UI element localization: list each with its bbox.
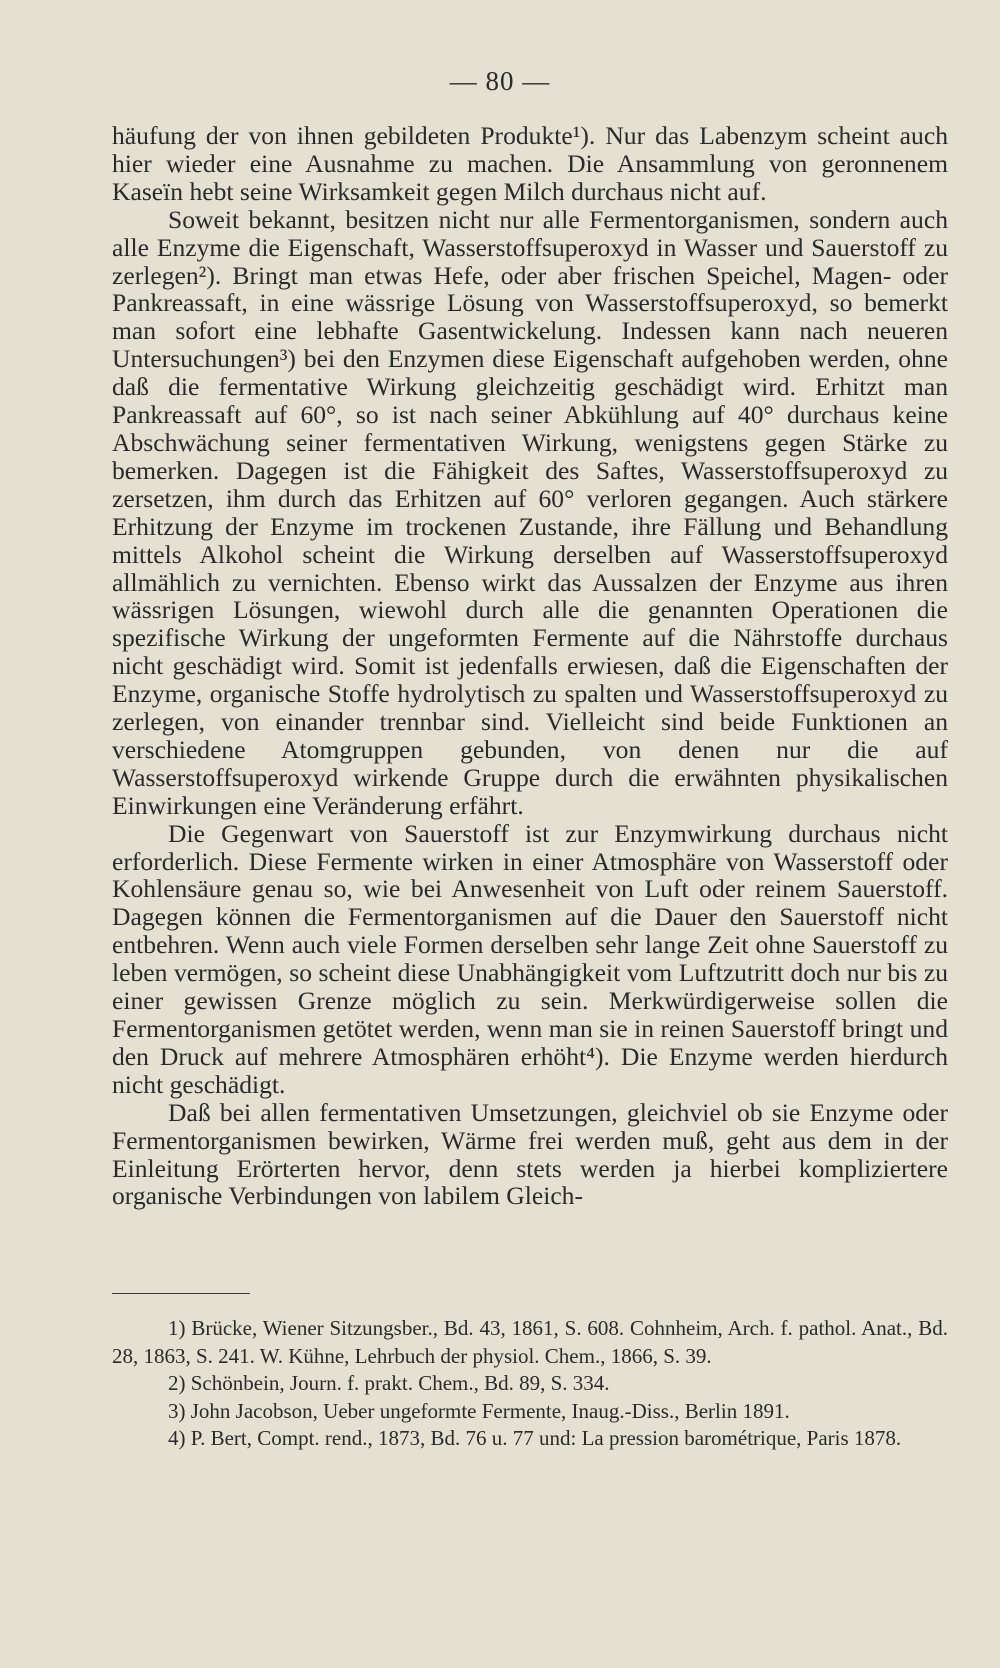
page-number: — 80 — [449, 66, 551, 96]
footnotes [112, 1315, 948, 1453]
paragraph-4: Daß bei allen fermentativen Umsetzungen, gleichviel ob sie Enzyme oder Fermentorganismen bewirken, Wärme frei werden muß, geht aus dem in der Einleitung Erörterten hervor, denn stets werden ja hierbei kompliziertere organische Verbindungen von labilem Gleich- [112, 1097, 948, 1211]
paragraph-2: Soweit bekannt, besitzen nicht nur alle Fermentorganismen, sondern auch alle Enzyme die Eigenschaft, Wasserstoffsuperoxyd in Wasser und Sauerstoff zu zerlegen²). Bringt man etwas Hefe, oder aber frischen Speichel, Magen- oder Pankreassaft, in eine wässrige Lösung von Wasserstoffsuperoxyd, so bemerkt man sofort eine lebhafte Gasentwickelung. Indessen kann nach neueren Untersuchungen³) bei den Enzymen diese Eigenschaft aufgehoben werden, ohne daß die fermentative Wirkung gleichzeitig geschädigt wird. Erhitzt man Pankreassaft auf 60°, so ist nach seiner Abkühlung auf 40° durchaus keine Abschwächung seiner fermentativen Wirkung, wenigstens gegen Stärke zu bemerken. Dagegen ist die Fähigkeit des Saftes, Wasserstoffsuperoxyd zu zersetzen, ihm durch das Erhitzen auf 60° verloren gegangen. Auch stärkere Erhitzung der Enzyme im trockenen Zustande, ihre Fällung und Behandlung mittels Alkohol scheint die Wirkung derselben auf Wasserstoffsuperoxyd allmählich zu vernichten. Ebenso wirkt das Aussalzen der Enzyme aus ihren wässrigen Lösungen, wiewohl durch alle die genannten Operationen die spezifische Wirkung der ungeformten Fermente auf die Nährstoffe durchaus nicht geschädigt wird. Somit ist jedenfalls erwiesen, daß die Eigenschaften der Enzyme, organische Stoffe hydrolytisch zu spalten und Wasserstoffsuperoxyd zu zerlegen, von einander trennbar sind. Vielleicht sind beide Funktionen an verschiedene Atomgruppen gebunden, von denen nur die auf Wasserstoffsuperoxyd wirkende Gruppe durch die erwähnten physikalischen Einwirkungen eine Veränderung erfährt. [112, 204, 948, 820]
footnote-3: 3) John Jacobson, Ueber ungeformte Fermente, Inaug.-Diss., Berlin 1891. [168, 1398, 790, 1423]
footnote-1: 1) Brücke, Wiener Sitzungsber., Bd. 43, 1861, S. 608. Cohnheim, Arch. f. pathol. Anat., Bd. 28, 1863, S. 241. W. Kühne, Lehrbuch der physiol. Chem., 1866, S. 39. [112, 1316, 948, 1368]
footnote-separator [112, 1293, 250, 1294]
paragraph-1: häufung der von ihnen gebildeten Produkte¹). Nur das Labenzym scheint auch hier wieder eine Ausnahme zu machen. Die Ansammlung von geronnenem Kaseïn hebt seine Wirksamkeit gegen Milch durchaus nicht auf. [112, 121, 948, 206]
footnote-4: 4) P. Bert, Compt. rend., 1873, Bd. 76 u. 77 und: La pression barométrique, Paris 1878. [168, 1426, 902, 1451]
footnote-2: 2) Schönbein, Journ. f. prakt. Chem., Bd. 89, S. 334. [168, 1371, 610, 1396]
main-text [112, 122, 948, 1210]
paragraph-3: Die Gegenwart von Sauerstoff ist zur Enzymwirkung durchaus nicht erforderlich. Diese Fermente wirken in einer Atmosphäre von Wasserstoff oder Kohlensäure genau so, wie bei Anwesenheit von Luft oder reinem Sauerstoff. Dagegen können die Fermentorganismen auf die Dauer den Sauerstoff nicht entbehren. Wenn auch viele Formen derselben sehr lange Zeit ohne Sauerstoff zu leben vermögen, so scheint diese Unabhängigkeit vom Luftzutritt doch nur bis zu einer gewissen Grenze möglich zu sein. Merkwürdigerweise sollen die Fermentorganismen getötet werden, wenn man sie in reinen Sauerstoff bringt und den Druck auf mehrere Atmosphären erhöht⁴). Die Enzyme werden hierdurch nicht geschädigt. [112, 818, 948, 1099]
